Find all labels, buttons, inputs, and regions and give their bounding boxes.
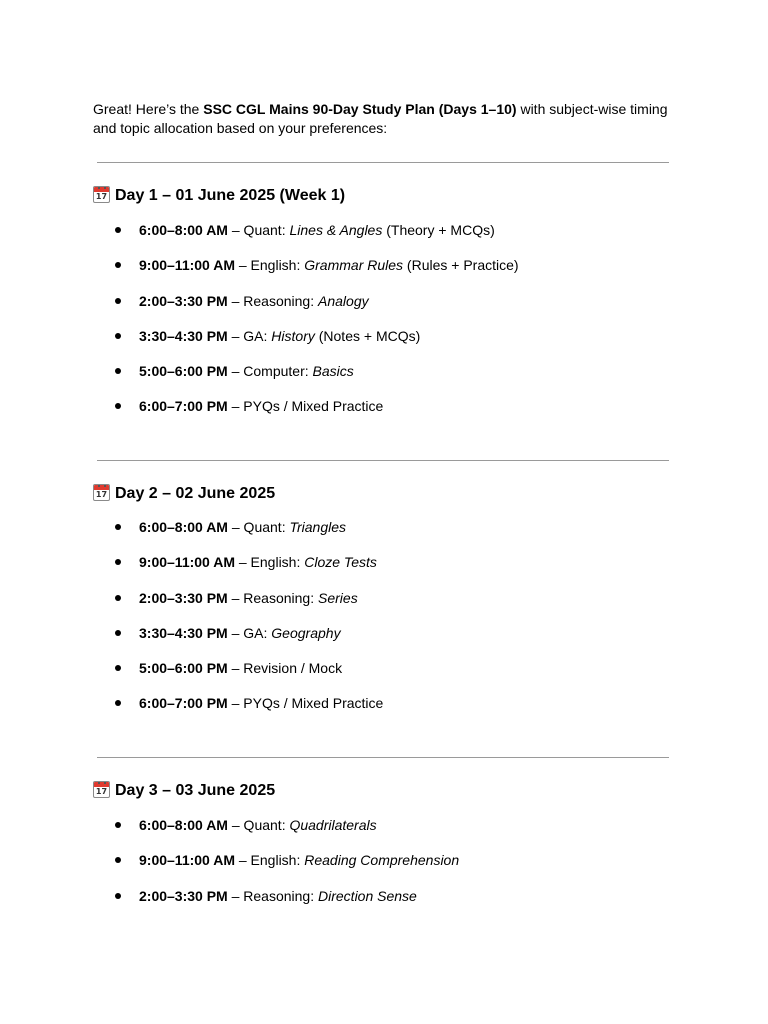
intro-text-end: with subject-wise timing and topic allocation based on your preferences:	[93, 101, 668, 136]
bullet-icon	[115, 700, 121, 706]
slot-time: 6:00–8:00 AM	[139, 519, 228, 535]
bullet-icon	[115, 298, 121, 304]
slot-subject: – English:	[234, 554, 305, 571]
slot-time: 2:00–3:30 PM	[139, 589, 228, 606]
bullet-icon	[115, 227, 121, 233]
slot-time: 9:00–11:00 AM	[139, 554, 235, 571]
slot-time: 6:00–8:00 AM	[139, 817, 228, 833]
slot-subject: – English:	[234, 852, 305, 869]
schedule-item-text	[139, 624, 341, 642]
slot-subject: – PYQs / Mixed Practice	[227, 398, 384, 415]
section-divider	[97, 162, 669, 163]
bullet-icon	[115, 524, 121, 530]
slot-subject: – Quant:	[227, 817, 290, 833]
slot-subject: – GA:	[227, 624, 272, 641]
bullet-icon	[115, 595, 121, 601]
bullet-icon	[115, 333, 121, 339]
bullet-icon	[115, 403, 121, 409]
slot-topic: Grammar Rules	[304, 257, 404, 274]
slot-subject: – GA:	[227, 327, 272, 344]
schedule-item-text	[139, 518, 346, 536]
schedule-item-text	[139, 553, 377, 571]
slot-time: 6:00–7:00 PM	[139, 398, 228, 415]
day-heading	[93, 781, 275, 801]
schedule-item-text	[139, 397, 383, 415]
bullet-icon	[115, 559, 121, 565]
slot-time: 5:00–6:00 PM	[139, 363, 228, 380]
schedule-item-text	[139, 362, 354, 380]
bullet-icon	[115, 822, 121, 828]
schedule-item-text	[139, 851, 459, 869]
calendar-icon-ring	[104, 186, 106, 189]
slot-topic: Direction Sense	[318, 887, 417, 904]
slot-extra: (Notes + MCQs)	[314, 327, 421, 344]
calendar-icon-number: 17	[95, 787, 108, 796]
schedule-item-text	[139, 292, 369, 310]
calendar-icon-number: 17	[95, 490, 108, 499]
calendar-icon	[93, 186, 110, 203]
calendar-icon-ring	[104, 781, 106, 784]
day-heading	[93, 186, 345, 206]
section-divider	[97, 757, 669, 758]
bullet-icon	[115, 665, 121, 671]
slot-topic: Basics	[312, 363, 354, 380]
slot-subject: – Revision / Mock	[227, 660, 343, 677]
calendar-icon-ring	[98, 484, 100, 487]
slot-time: 2:00–3:30 PM	[139, 292, 228, 309]
slot-time: 2:00–3:30 PM	[139, 887, 228, 904]
schedule-item-text	[139, 256, 519, 274]
slot-topic: Analogy	[318, 292, 369, 309]
schedule-item-text	[139, 816, 377, 834]
day-heading-text: Day 2 – 02 June 2025	[115, 485, 276, 502]
day-heading-text: Day 1 – 01 June 2025 (Week 1)	[115, 187, 346, 204]
day-heading-text: Day 3 – 03 June 2025	[115, 782, 276, 799]
slot-topic: Series	[318, 589, 358, 606]
section-divider	[97, 460, 669, 461]
slot-extra: (Theory + MCQs)	[382, 222, 495, 238]
schedule-item-text	[139, 589, 358, 607]
calendar-icon-ring	[98, 781, 100, 784]
slot-topic: Cloze Tests	[304, 554, 377, 571]
calendar-icon-number: 17	[95, 192, 108, 201]
slot-time: 3:30–4:30 PM	[139, 624, 228, 641]
schedule-item-text	[139, 221, 495, 239]
slot-extra: (Rules + Practice)	[403, 257, 519, 274]
slot-topic: Triangles	[289, 519, 347, 535]
intro-plan-title: SSC CGL Mains 90-Day Study Plan (Days 1–10)	[203, 101, 517, 117]
bullet-icon	[115, 893, 121, 899]
slot-time: 3:30–4:30 PM	[139, 327, 228, 344]
slot-subject: – Quant:	[227, 519, 290, 535]
calendar-icon	[93, 781, 110, 798]
intro-text-start: Great! Here’s the	[93, 101, 204, 117]
bullet-icon	[115, 368, 121, 374]
bullet-icon	[115, 630, 121, 636]
slot-topic: History	[271, 327, 315, 344]
slot-subject: – Reasoning:	[227, 589, 319, 606]
slot-subject: – Computer:	[227, 363, 313, 380]
schedule-item-text	[139, 887, 417, 905]
schedule-item-text	[139, 327, 420, 345]
slot-topic: Lines & Angles	[289, 222, 383, 238]
schedule-item-text	[139, 694, 383, 712]
calendar-icon-ring	[104, 484, 106, 487]
slot-subject: – Quant:	[227, 222, 290, 238]
slot-topic: Reading Comprehension	[304, 852, 460, 869]
schedule-item-text	[139, 659, 342, 677]
slot-subject: – Reasoning:	[227, 887, 319, 904]
calendar-icon	[93, 484, 110, 501]
slot-topic: Quadrilaterals	[289, 817, 377, 833]
slot-time: 5:00–6:00 PM	[139, 660, 228, 677]
slot-time: 6:00–8:00 AM	[139, 222, 228, 238]
calendar-icon-ring	[98, 186, 100, 189]
slot-subject: – Reasoning:	[227, 292, 319, 309]
intro-paragraph	[93, 100, 683, 138]
bullet-icon	[115, 262, 121, 268]
slot-time: 9:00–11:00 AM	[139, 257, 235, 274]
slot-topic: Geography	[271, 624, 341, 641]
slot-time: 9:00–11:00 AM	[139, 852, 235, 869]
slot-subject: – PYQs / Mixed Practice	[227, 695, 384, 712]
slot-subject: – English:	[234, 257, 305, 274]
bullet-icon	[115, 857, 121, 863]
slot-time: 6:00–7:00 PM	[139, 695, 228, 712]
day-heading	[93, 484, 275, 504]
